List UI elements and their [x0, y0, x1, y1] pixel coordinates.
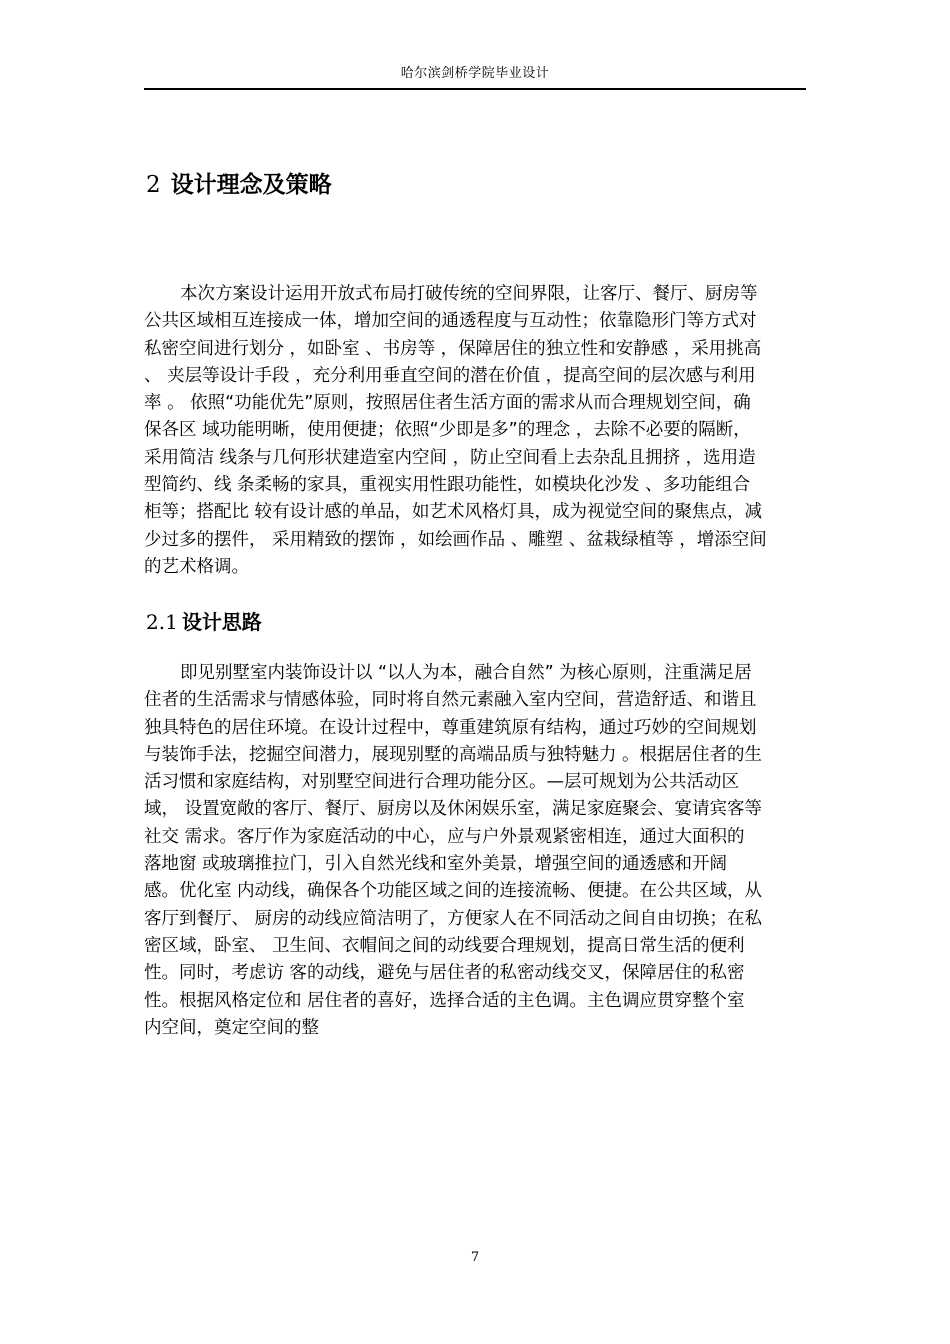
text-line: 采用简洁 线条与几何形状建造室内空间 ，防止空间看上去杂乱且拥挤 ，选用造 — [144, 447, 756, 468]
section-title: 设计思路 — [181, 610, 262, 634]
chapter-intro-paragraph — [144, 281, 810, 581]
text-line: 性。根据风格定位和 居住者的喜好，选择合适的主色调。主色调应贯穿整个室 — [144, 990, 745, 1011]
text-line: 性。同时，考虑访 客的动线，避免与居住者的私密动线交叉，保障居住的私密 — [144, 963, 745, 984]
text-line: 内空间，奠定空间的整 — [144, 1017, 319, 1038]
text-line: 私密空间进行划分 ，如卧室 、书房等 ，保障居住的独立性和安静感 ，采用挑高 — [144, 338, 762, 359]
text-line: 与装饰手法，挖掘空间潜力，展现别墅的高端品质与独特魅力 。根据居住者的生 — [144, 744, 763, 765]
section-body-paragraph — [144, 660, 810, 1042]
text-line: 柜等；搭配比 较有设计感的单品，如艺术风格灯具，成为视觉空间的聚焦点，减 — [144, 502, 763, 523]
section-heading — [146, 606, 262, 638]
text-line: 社交 需求。客厅作为家庭活动的中心，应与户外景观紧密相连，通过大面积的 — [144, 826, 745, 847]
chapter-title: 设计理念及策略 — [170, 172, 332, 198]
text-line: 感。优化室 内动线，确保各个功能区域之间的连接流畅、便捷。在公共区域，从 — [144, 881, 763, 902]
text-line: 公共区域相互连接成一体，增加空间的通透程度与互动性；依靠隐形门等方式对 — [144, 311, 757, 332]
text-line: 即见别墅室内装饰设计以 “以人为本，融合自然” 为核心原则，注重满足居 — [180, 663, 752, 683]
text-line: 、 夹层等设计手段 ，充分利用垂直空间的潜在价值 ，提高空间的层次感与利用 — [144, 365, 756, 386]
page-number: 7 — [470, 1250, 480, 1265]
text-line: 本次方案设计运用开放式布局打破传统的空间界限，让客厅、餐厅、厨房等 — [180, 284, 758, 304]
header-divider — [144, 88, 806, 90]
text-line: 独具特色的居住环境。在设计过程中，尊重建筑原有结构，通过巧妙的空间规划 — [144, 717, 757, 738]
text-line: 率 。 依照“功能优先”原则，按照居住者生活方面的需求从而合理规划空间，确 — [144, 393, 751, 414]
page-header: 哈尔滨剑桥学院毕业设计 — [400, 66, 550, 81]
text-line: 保各区 域功能明晰，使用便捷；依照“少即是多”的理念 ，去除不必要的隔断， — [144, 420, 751, 441]
text-line: 少过多的摆件， 采用精致的摆饰 ，如绘画作品 、雕塑 、盆栽绿植等 ，增添空间 — [144, 529, 767, 550]
chapter-number: 2 — [146, 172, 161, 198]
text-line: 型简约、线 条柔畅的家具，重视实用性跟功能性，如模块化沙发 、多功能组合 — [144, 475, 751, 496]
section-number: 2.1 — [146, 610, 178, 634]
chapter-heading — [146, 168, 332, 202]
text-line: 活习惯和家庭结构，对别墅空间进行合理功能分区。—层可规划为公共活动区 — [144, 772, 739, 793]
text-line: 客厅到餐厅、 厨房的动线应简洁明了，方便家人在不同活动之间自由切换；在私 — [144, 908, 763, 929]
text-line: 住者的生活需求与情感体验，同时将自然元素融入室内空间，营造舒适、和谐且 — [144, 690, 757, 711]
text-line: 密区域，卧室、 卫生间、衣帽间之间的动线要合理规划，提高日常生活的便利 — [144, 935, 745, 956]
text-line: 的艺术格调。 — [144, 556, 249, 577]
text-line: 域， 设置宽敞的客厅、餐厅、厨房以及休闲娱乐室，满足家庭聚会、宴请宾客等 — [144, 799, 763, 820]
text-line: 落地窗 或玻璃推拉门，引入自然光线和室外美景，增强空间的通透感和开阔 — [144, 854, 728, 875]
